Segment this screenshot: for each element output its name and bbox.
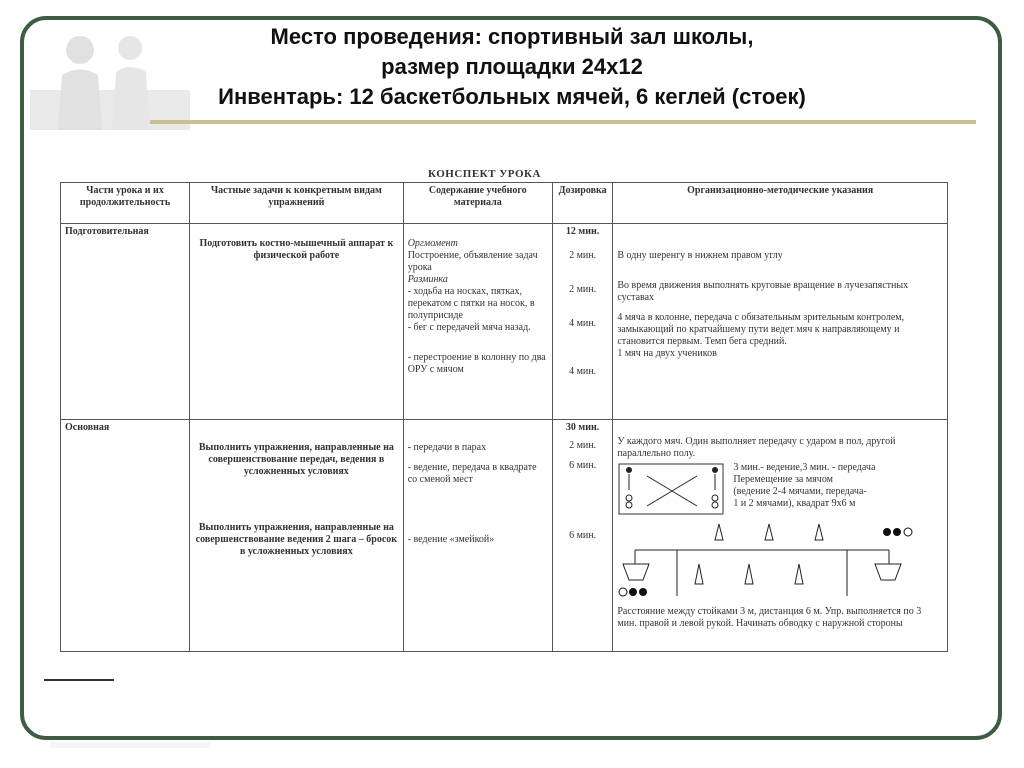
note-text: Перемещение за мячом bbox=[733, 474, 833, 485]
dose-value: 2 мин. bbox=[569, 284, 597, 295]
table-header-row bbox=[61, 183, 948, 224]
dose-value: 4 мин. bbox=[569, 318, 597, 329]
column-header: Дозировка bbox=[552, 183, 612, 224]
task-text: Выполнить упражнения, направленные на совершенствование передач, ведения в усложненных условиях bbox=[198, 442, 394, 477]
slide-title bbox=[0, 22, 1024, 112]
content-line: Оргмомент bbox=[407, 238, 458, 249]
footer-ghost-text bbox=[50, 742, 210, 748]
content-line: - ходьба на носках, пятках, перекатом с пятки на носок, в полуприсиде bbox=[407, 286, 535, 321]
note-text: В одну шеренгу в нижнем правом углу bbox=[617, 250, 783, 261]
slalom-drill-diagram bbox=[617, 520, 937, 602]
stray-mark bbox=[44, 679, 114, 681]
note-text: У каждого мяч. Один выполняет передачу с ударом в пол, другой параллельно полу. bbox=[617, 436, 896, 459]
content-cell bbox=[403, 420, 552, 652]
note-text: Во время движения выполнять круговые вращение в лучезапястных суставах bbox=[617, 280, 909, 303]
notes-cell bbox=[613, 420, 948, 652]
task-cell bbox=[190, 420, 404, 652]
content-line: Построение, объявление задач урока bbox=[407, 250, 538, 273]
slide-title-line: Место проведения: спортивный зал школы, bbox=[270, 24, 754, 49]
table-row bbox=[61, 420, 948, 652]
note-text: (ведение 2-4 мячами, передача- bbox=[733, 486, 867, 497]
section-cell bbox=[61, 420, 190, 652]
note-text: 3 мин.- ведение,3 мин. - передача bbox=[733, 462, 876, 473]
task-text: Подготовить костно-мышечный аппарат к физической работе bbox=[199, 238, 394, 261]
dose-value: 6 мин. bbox=[569, 460, 597, 471]
content-cell bbox=[403, 224, 552, 420]
dose-value: 6 мин. bbox=[569, 530, 597, 541]
slide-title-line: Инвентарь: 12 баскетбольных мячей, 6 кеглей (стоек) bbox=[218, 84, 806, 109]
title-divider bbox=[150, 120, 976, 124]
dose-cell bbox=[552, 420, 612, 652]
drill-notes bbox=[733, 462, 875, 516]
note-text: 1 мяч на двух учеников bbox=[617, 348, 717, 359]
column-header: Содержание учебного материала bbox=[403, 183, 552, 224]
lesson-plan-table bbox=[60, 182, 948, 652]
dose-value: 4 мин. bbox=[569, 366, 597, 377]
dose-total: 12 мин. bbox=[565, 226, 600, 237]
column-header: Частные задачи к конкретным видам упражнений bbox=[190, 183, 404, 224]
note-text: 4 мяча в колонне, передача с обязательным зрительным контролем, замыкающий по кратчайшему пути ведет мяч к направляющему и становится первым. Темп бега средний. bbox=[617, 312, 905, 347]
content-line: - ведение «змейкой» bbox=[407, 534, 495, 545]
task-text: Выполнить упражнения, направленные на совершенствование ведения 2 шага – бросок в усложненных условиях bbox=[195, 522, 398, 557]
dose-total: 30 мин. bbox=[565, 422, 600, 433]
dose-value: 2 мин. bbox=[569, 250, 597, 261]
square-drill-diagram bbox=[617, 462, 727, 516]
section-cell bbox=[61, 224, 190, 420]
scanned-document bbox=[60, 168, 948, 660]
table-row bbox=[61, 224, 948, 420]
section-name: Подготовительная bbox=[65, 226, 149, 237]
content-line: - бег с передачей мяча назад. bbox=[407, 322, 531, 333]
slide-title-line: размер площадки 24х12 bbox=[381, 54, 643, 79]
notes-cell bbox=[613, 224, 948, 420]
note-text: Расстояние между стойками 3 м, дистанция 6 м. Упр. выполняется по 3 мин. правой и левой рукой. Начинать обводку с наружной стороны bbox=[617, 606, 922, 629]
section-name: Основная bbox=[65, 422, 110, 433]
column-header: Организационно-методические указания bbox=[613, 183, 948, 224]
task-cell bbox=[190, 224, 404, 420]
content-line: Разминка bbox=[407, 274, 448, 285]
content-line: - передачи в парах bbox=[407, 442, 487, 453]
note-text: 1 и 2 мячами), квадрат 9х6 м bbox=[733, 498, 856, 509]
dose-value: 2 мин. bbox=[569, 440, 597, 451]
column-header: Части урока и их продолжительность bbox=[61, 183, 190, 224]
document-title: КОНСПЕКТ УРОКА bbox=[428, 168, 541, 180]
dose-cell bbox=[552, 224, 612, 420]
content-line: - ведение, передача в квадрате со сменой мест bbox=[407, 462, 537, 485]
content-line: - перестроение в колонну по два ОРУ с мячом bbox=[407, 352, 546, 375]
